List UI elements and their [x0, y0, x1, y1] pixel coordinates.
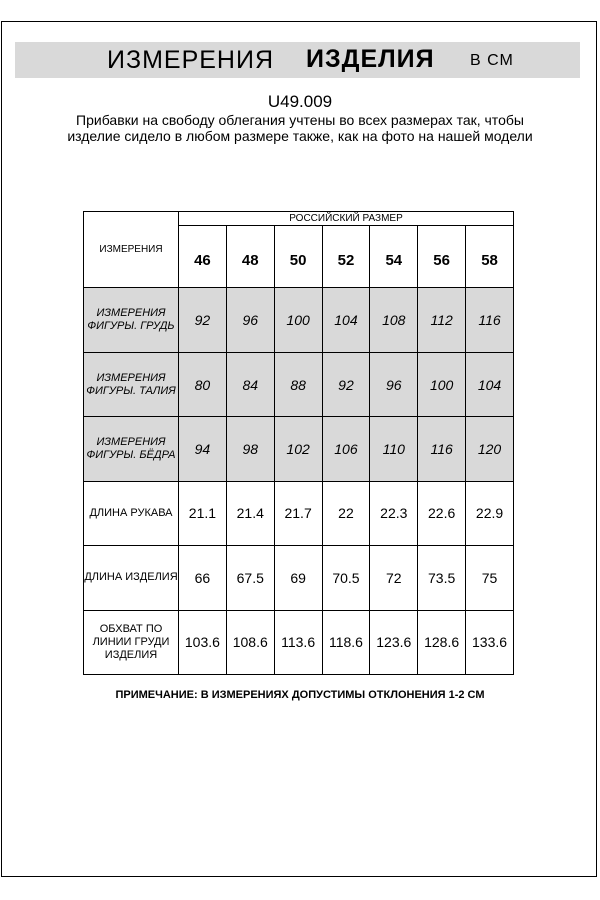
size-table	[83, 211, 514, 675]
value-cell: 110	[370, 417, 418, 481]
size-header-cell: РОССИЙСКИЙ РАЗМЕР	[179, 212, 514, 226]
value-cell: 108	[370, 288, 418, 352]
table-row	[84, 610, 514, 675]
fit-note: Прибавки на свободу облегания учтены во всех размерах так, чтобы изделие сидело в любом размере также, как на фото на нашей модели	[67, 112, 533, 144]
row-label-hips: ИЗМЕРЕНИЯ ФИГУРЫ. БЁДРА	[84, 417, 179, 481]
value-cell: 103.6	[179, 610, 227, 675]
value-cell: 96	[226, 288, 274, 352]
value-cell: 120	[466, 417, 514, 481]
value-cell: 22.9	[466, 481, 514, 545]
value-cell: 133.6	[466, 610, 514, 675]
value-cell: 92	[322, 352, 370, 416]
size-cell: 50	[274, 226, 322, 288]
value-cell: 21.7	[274, 481, 322, 545]
value-cell: 112	[418, 288, 466, 352]
value-cell: 104	[466, 352, 514, 416]
title-word-product: ИЗДЕЛИЯ	[306, 45, 435, 73]
value-cell: 84	[226, 352, 274, 416]
value-cell: 100	[418, 352, 466, 416]
size-cell: 54	[370, 226, 418, 288]
value-cell: 102	[274, 417, 322, 481]
value-cell: 116	[466, 288, 514, 352]
value-cell: 69	[274, 546, 322, 610]
row-label-product-length: ДЛИНА ИЗДЕЛИЯ	[84, 546, 179, 610]
table-row	[84, 288, 514, 352]
table-row	[84, 352, 514, 416]
title-unit: В СМ	[470, 52, 514, 69]
value-cell: 108.6	[226, 610, 274, 675]
value-cell: 21.1	[179, 481, 227, 545]
value-cell: 67.5	[226, 546, 274, 610]
size-cell: 52	[322, 226, 370, 288]
value-cell: 72	[370, 546, 418, 610]
table-row	[84, 417, 514, 481]
value-cell: 100	[274, 288, 322, 352]
row-label-sleeve-length: ДЛИНА РУКАВА	[84, 481, 179, 545]
value-cell: 66	[179, 546, 227, 610]
value-cell: 128.6	[418, 610, 466, 675]
value-cell: 70.5	[322, 546, 370, 610]
value-cell: 92	[179, 288, 227, 352]
title-banner	[15, 42, 580, 78]
size-cell: 56	[418, 226, 466, 288]
value-cell: 88	[274, 352, 322, 416]
title-word-measurements: ИЗМЕРЕНИЯ	[107, 46, 274, 74]
table-row	[84, 546, 514, 610]
row-label-chest: ИЗМЕРЕНИЯ ФИГУРЫ. ГРУДЬ	[84, 288, 179, 352]
value-cell: 21.4	[226, 481, 274, 545]
product-code: U49.009	[267, 92, 333, 111]
value-cell: 22.3	[370, 481, 418, 545]
table-row	[84, 481, 514, 545]
size-cell: 58	[466, 226, 514, 288]
value-cell: 123.6	[370, 610, 418, 675]
row-label-waist: ИЗМЕРЕНИЯ ФИГУРЫ. ТАЛИЯ	[84, 352, 179, 416]
value-cell: 22.6	[418, 481, 466, 545]
value-cell: 98	[226, 417, 274, 481]
value-cell: 113.6	[274, 610, 322, 675]
value-cell: 80	[179, 352, 227, 416]
value-cell: 104	[322, 288, 370, 352]
value-cell: 96	[370, 352, 418, 416]
value-cell: 118.6	[322, 610, 370, 675]
measure-header-cell: ИЗМЕРЕНИЯ	[84, 212, 179, 288]
value-cell: 116	[418, 417, 466, 481]
value-cell: 73.5	[418, 546, 466, 610]
value-cell: 106	[322, 417, 370, 481]
value-cell: 94	[179, 417, 227, 481]
row-label-chest-girth: ОБХВАТ ПО ЛИНИИ ГРУДИ ИЗДЕЛИЯ	[84, 610, 179, 675]
size-cell: 46	[179, 226, 227, 288]
value-cell: 22	[322, 481, 370, 545]
size-cell: 48	[226, 226, 274, 288]
tolerance-note: ПРИМЕЧАНИЕ: В ИЗМЕРЕНИЯХ ДОПУСТИМЫ ОТКЛОНЕНИЯ 1-2 СМ	[115, 689, 485, 701]
value-cell: 75	[466, 546, 514, 610]
